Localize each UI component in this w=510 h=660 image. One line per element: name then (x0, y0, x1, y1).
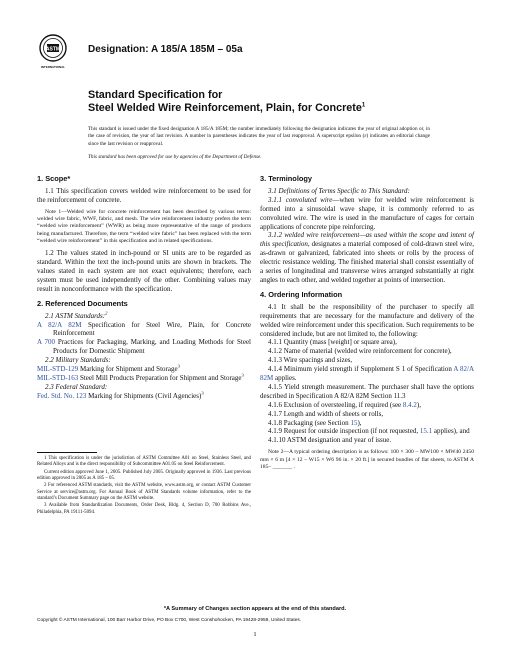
footnote: 3 Available from Standardization Documents, Order Desk, Bldg. 4, Section D, 700 Robbins Ave., Philadelphia, PA 19111-5094. (37, 503, 251, 515)
page-number: 1 (253, 631, 257, 638)
scope-heading: 1. Scope* (37, 174, 71, 183)
summary-of-changes-note: *A Summary of Changes section appears at the end of this standard. (163, 606, 347, 612)
scope-1-2: 1.2 The values stated in inch-pound or SI units are to be regarded as standard. Within the text the inch-pound units are shown in brackets. The values stated in each system are not exact equivalents; therefore, each system must be used independently of the other. Combining values may result in nonconformance with the specification. (37, 249, 251, 293)
copyright: Copyright © ASTM International, 100 Barr Harbor Drive, PO Box C700, West Conshohocken, PA 19428-2959, United States. (37, 618, 302, 623)
ordering-item: 4.1.8 Packaging (see Section 15), (268, 418, 362, 427)
note-2: Note 2—A typical ordering description is as follows: 100 × 300 – MW100 × MW40 2450 mm × 6 m [4 × 12 – W15 × W6 96 in. × 20 ft.] in secured bundles of flat sheets, to ASTM A 185– _______ . (260, 449, 474, 470)
ordering-4-1: 4.1 It shall be the responsibility of the purchaser to specify all requirements that are necessary for the manufacture and delivery of the welded wire reinforcement under this specification. Such requirements to be considered include, but are not limited to, the following: (260, 302, 474, 338)
note-1: Note 1—Welded wire for concrete reinforcement has been described by various terms: welded wire fabric, WWF, fabric, and mesh. The wire reinforcement industry prefers the term “welded wire reinforcement” (WWR) as being more representative of the range of products being manufactured. Therefore, the term “welded wire fabric” has been replaced with the term “welded wire reinforcement” in this specification and in related specifications. (37, 208, 251, 244)
terminology-3-1-2: 3.1.2 welded wire reinforcement—as used within the scope and intent of this specification, designates a material composed of cold-drawn steel wire, as-drawn or galvanized, fabricated into sheets or rolls by the process of electric resistance welding. The finished material shall consist essentially of a series of longitudinal and transverse wires arranged substantially at right angles to each other, and welded together at points of intersection. (260, 231, 474, 284)
reference-link[interactable]: A 700 (37, 338, 56, 347)
issue-notice: This standard is issued under the fixed designation A 185/A 185M; the number immediately following the designation indicates the year of original adoption or, in the case of revision, the year of last revision. A number in parentheses indicates the year of last reapproval. A superscript epsilon (ε) indicates an editorial change since the last revision or reapproval. (88, 126, 430, 147)
reference-link[interactable]: A 82/A 82M (260, 365, 474, 383)
section-link[interactable]: 8.4.2 (402, 400, 417, 409)
footnotes (37, 456, 251, 517)
scope-1-1: 1.1 This specification covers welded wire reinforcement to be used for the reinforcement of concrete. (37, 186, 251, 204)
title-line-2: Steel Welded Wire Reinforcement, Plain, for Concrete$^1$ (88, 102, 366, 114)
ordering-heading: 4. Ordering Information (260, 289, 343, 299)
terminology-3-1: 3.1 Definitions of Terms Specific to This Standard: (268, 186, 410, 195)
ordering-item: 4.1.2 Name of material (welded wire reinforcement for concrete), (268, 347, 452, 356)
terminology-3-1-1: 3.1.1 convoluted wire—when wire for welded wire reinforcement is formed into a sinusoidal wave shape, it is commonly referred to as convoluted wire. The wire is used in the manufacture of cages for certain applications of concrete pipe reinforcing. (260, 195, 474, 231)
reference-link[interactable]: Fed. Std. No. 123 (37, 391, 87, 400)
ordering-item: 4.1.7 Length and width of sheets or rolls, (268, 409, 384, 418)
reference-link[interactable]: A 82/A 82M (37, 320, 82, 329)
footnote-divider (37, 452, 97, 453)
ordering-item: 4.1.6 Exclusion of oversteeling, if required (see 8.4.2), (268, 400, 421, 409)
ordering-item: 4.1.9 Request for outside inspection (if not requested, 15.1 applies), and (268, 427, 470, 436)
left-column (37, 175, 251, 401)
ordering-item: 4.1.1 Quantity (mass [weight] or square area), (268, 338, 397, 347)
designation: Designation: A 185/A 185M – 05a (88, 44, 243, 55)
federal-standard-label: 2.3 Federal Standard: (45, 382, 108, 391)
svg-text:INTERNATIONAL: INTERNATIONAL (40, 65, 66, 69)
ordering-item: 4.1.4 Minimum yield strength if Supplement S 1 of Specification A 82/A 82M applies. (260, 365, 474, 383)
section-link[interactable]: 15 (350, 418, 358, 427)
military-standards-label: 2.2 Military Standards: (45, 356, 111, 365)
footnote: 1 This specification is under the jurisdiction of ASTM Committee A01 on Steel, Stainless Steel, and Related Alloys and is the direct responsibility of Subcommittee A01.05 on Steel Reinforcement. (37, 456, 251, 468)
ordering-item: 4.1.10 ASTM designation and year of issue. (268, 436, 392, 445)
ordering-item: 4.1.3 Wire spacings and sizes, (268, 356, 353, 365)
reference-item: MIL-STD-129 Marking for Shipment and Storage$^3$ (37, 363, 180, 374)
section-link[interactable]: 15.1 (419, 427, 433, 436)
title-line-1: Standard Specification for (88, 89, 223, 101)
astm-standards-label: 2.1 ASTM Standards:$^2$ (45, 310, 108, 320)
astm-logo (38, 33, 68, 71)
reference-item: MIL-STD-163 Steel Mill Products Preparation for Shipment and Storage$^3$ (37, 372, 244, 382)
terminology-heading: 3. Terminology (260, 174, 313, 183)
references-heading: 2. Referenced Documents (37, 298, 128, 308)
document-title (88, 89, 365, 115)
reference-item: A 700 Practices for Packaging, Marking, and Loading Methods for Steel Products for Domestic Shipment (37, 338, 252, 356)
reference-item: Fed. Std. No. 123 Marking for Shipments (Civil Agencies)$^3$ (37, 390, 204, 400)
right-column (260, 175, 474, 471)
footnote: Current edition approved June 1, 2005. Published July 2005. Originally approved in 1936. Last previous edition approved in 2005 as A 185 – 05. (37, 469, 251, 482)
reference-link[interactable]: MIL-STD-163 (37, 373, 79, 382)
ordering-item: 4.1.5 Yield strength measurement. The purchaser shall have the options described in Specification A 82/A 82M Section 11.3 (260, 382, 474, 400)
svg-text:ASTM: ASTM (45, 46, 61, 53)
reference-link[interactable]: MIL-STD-129 (37, 365, 79, 374)
footnote: 2 For referenced ASTM standards, visit the ASTM website, www.astm.org, or contact ASTM Customer Service at service@astm.org. For Annual Book of ASTM Standards volume information, refer to the standard’s Document Summary page on the ASTM website. (37, 483, 251, 502)
reference-item: A 82/A 82M Specification for Steel Wire, Plain, for Concrete Reinforcement (37, 320, 251, 338)
dod-notice: This standard has been approved for use by agencies of the Department of Defense. (88, 154, 262, 160)
